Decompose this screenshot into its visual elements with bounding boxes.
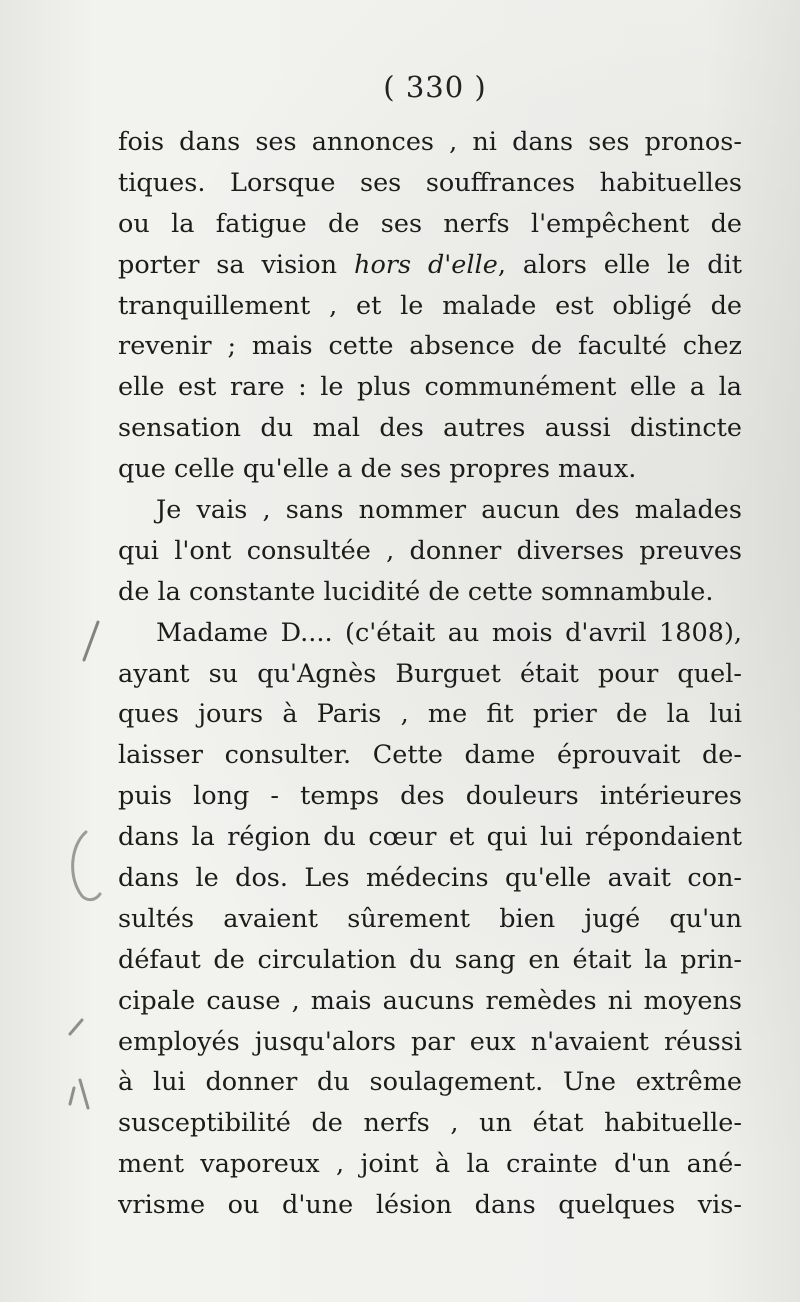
text-line: revenir ; mais cette absence de faculté chez bbox=[118, 331, 742, 362]
text-line: tranquillement , et le malade est obligé de bbox=[118, 290, 742, 321]
text-line: vrisme ou d'une lésion dans quelques vis- bbox=[118, 1190, 742, 1221]
text-line: ques jours à Paris , me fit prier de la lui bbox=[118, 699, 742, 730]
text-line: susceptibilité de nerfs , un état habituelle- bbox=[118, 1108, 742, 1139]
text-line: dans la région du cœur et qui lui répondaient bbox=[118, 822, 742, 853]
text-line: sensation du mal des autres aussi distincte bbox=[118, 413, 742, 444]
paragraph-end-line: que celle qu'elle a de ses propres maux. bbox=[118, 454, 637, 485]
text-line: défaut de circulation du sang en était la prin- bbox=[118, 944, 742, 975]
text-line: elle est rare : le plus communément elle a la bbox=[118, 372, 742, 403]
paragraph-start-line: Je vais , sans nommer aucun des malades bbox=[156, 495, 742, 526]
italic-phrase: hors d'elle bbox=[354, 249, 498, 280]
text-line: tiques. Lorsque ses souffrances habituelles bbox=[118, 167, 742, 198]
text-line: ou la fatigue de ses nerfs l'empêchent de bbox=[118, 208, 742, 239]
page-number: ( 330 ) bbox=[383, 70, 487, 104]
text-line: cipale cause , mais aucuns remèdes ni moyens bbox=[118, 985, 742, 1016]
text-line: qui l'ont consultée , donner diverses preuves bbox=[118, 535, 742, 566]
text-line: laisser consulter. Cette dame éprouvait de- bbox=[118, 740, 742, 771]
text-line-with-italic bbox=[118, 245, 742, 286]
text-segment: , alors elle le dit bbox=[497, 249, 743, 280]
text-line: ayant su qu'Agnès Burguet était pour quel- bbox=[118, 658, 742, 689]
text-segment: porter sa vision bbox=[118, 249, 338, 280]
text-line: puis long - temps des douleurs intérieures bbox=[118, 781, 742, 812]
text-line: dans le dos. Les médecins qu'elle avait con- bbox=[118, 863, 742, 894]
body-text bbox=[118, 122, 742, 1226]
text-line: employés jusqu'alors par eux n'avaient réussi bbox=[118, 1026, 742, 1057]
text-line: ment vaporeux , joint à la crainte d'un ané- bbox=[118, 1149, 742, 1180]
text-line: à lui donner du soulagement. Une extrême bbox=[118, 1067, 742, 1098]
paragraph-start-line: Madame D.... (c'était au mois d'avril 1808), bbox=[156, 617, 742, 648]
text-line: fois dans ses annonces , ni dans ses pronos- bbox=[118, 127, 742, 157]
text-line: sultés avaient sûrement bien jugé qu'un bbox=[118, 903, 742, 934]
paragraph-end-line: de la constante lucidité de cette somnambule. bbox=[118, 576, 714, 607]
